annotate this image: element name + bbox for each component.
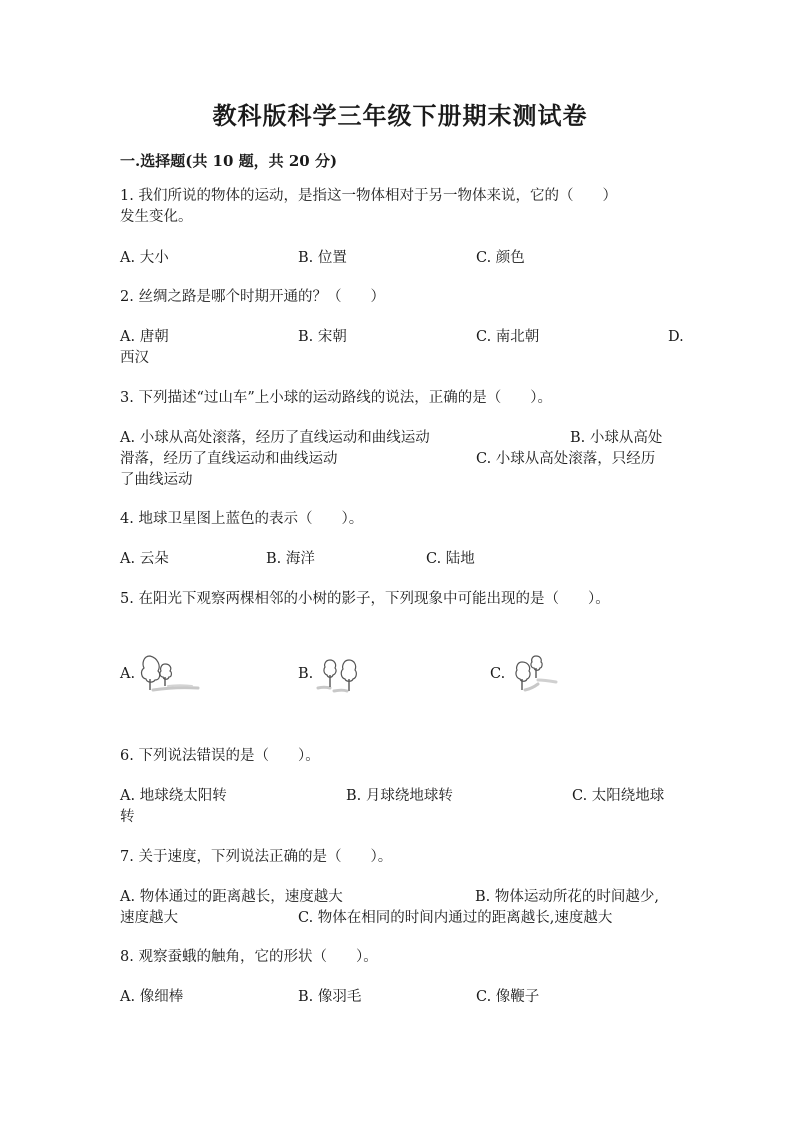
question-8-option-a[interactable]: A. 像细棒 xyxy=(120,989,184,1005)
question-4-option-c[interactable]: C. 陆地 xyxy=(426,551,475,567)
question-2-option-d-text[interactable]: 西汉 xyxy=(120,350,149,366)
question-4-text: 4. 地球卫星图上蓝色的表示（ ）。 xyxy=(120,511,364,527)
question-2-option-a[interactable]: A. 唐朝 xyxy=(120,329,169,345)
question-5-option-b[interactable] xyxy=(298,650,378,700)
question-3-option-b-cont[interactable]: 滑落，经历了直线运动和曲线运动 xyxy=(120,451,338,467)
question-6-option-c-cont[interactable]: 转 xyxy=(120,809,135,825)
question-3-option-b[interactable]: B. 小球从高处 xyxy=(570,430,663,446)
question-7-option-b-cont[interactable]: 速度越大 xyxy=(120,910,178,926)
question-1-text-cont: 发生变化。 xyxy=(120,209,193,225)
question-8-option-c[interactable]: C. 像鞭子 xyxy=(476,989,540,1005)
question-2-option-c[interactable]: C. 南北朝 xyxy=(476,329,540,345)
question-5-option-c-label: C. xyxy=(490,666,506,682)
question-7-option-a[interactable]: A. 物体通过的距离越长，速度越大 xyxy=(120,889,343,905)
question-8-text: 8. 观察蚕蛾的触角，它的形状（ ）。 xyxy=(120,949,378,965)
question-5-option-a-label: A. xyxy=(120,666,136,682)
question-3-text: 3. 下列描述“过山车”上小球的运动路线的说法，正确的是（ ）。 xyxy=(120,390,553,406)
question-6-option-a[interactable]: A. 地球绕太阳转 xyxy=(120,788,227,804)
page-title: 教科版科学三年级下册期末测试卷 xyxy=(212,101,588,130)
question-7-text: 7. 关于速度，下列说法正确的是（ ）。 xyxy=(120,849,393,865)
question-6-text: 6. 下列说法错误的是（ ）。 xyxy=(120,748,320,764)
question-5-option-c[interactable] xyxy=(490,650,570,700)
question-7-option-b[interactable]: B. 物体运动所花的时间越少, xyxy=(475,889,659,905)
question-6-option-b[interactable]: B. 月球绕地球转 xyxy=(346,788,453,804)
question-4-option-b[interactable]: B. 海洋 xyxy=(266,551,315,567)
question-8-option-b[interactable]: B. 像羽毛 xyxy=(298,989,362,1005)
question-1-option-b[interactable]: B. 位置 xyxy=(298,250,347,266)
question-3-option-a[interactable]: A. 小球从高处滚落，经历了直线运动和曲线运动 xyxy=(120,430,430,446)
question-2-option-d-label[interactable]: D. xyxy=(668,329,684,345)
question-1-text: 1. 我们所说的物体的运动，是指这一物体相对于另一物体来说，它的（ ） xyxy=(120,188,617,204)
question-1-option-c[interactable]: C. 颜色 xyxy=(476,250,525,266)
question-3-option-c[interactable]: C. 小球从高处滚落，只经历 xyxy=(476,451,656,467)
trees-shadow-right-icon xyxy=(136,650,202,696)
question-5-option-a[interactable] xyxy=(120,650,200,700)
question-1-option-a[interactable]: A. 大小 xyxy=(120,250,169,266)
trees-shadow-left-icon xyxy=(316,650,366,696)
question-7-option-c[interactable]: C. 物体在相同的时间内通过的距离越长,速度越大 xyxy=(298,910,613,926)
question-5-text: 5. 在阳光下观察两棵相邻的小树的影子，下列现象中可能出现的是（ ）。 xyxy=(120,591,610,607)
question-6-option-c[interactable]: C. 太阳绕地球 xyxy=(572,788,665,804)
question-2-option-b[interactable]: B. 宋朝 xyxy=(298,329,347,345)
section-heading: 一.选择题(共 10 题，共 20 分) xyxy=(120,152,338,170)
trees-shadow-mixed-icon xyxy=(510,650,562,696)
question-4-option-a[interactable]: A. 云朵 xyxy=(120,551,169,567)
question-3-option-c-cont[interactable]: 了曲线运动 xyxy=(120,472,193,488)
question-2-text: 2. 丝绸之路是哪个时期开通的？（ ） xyxy=(120,289,385,305)
question-5-option-b-label: B. xyxy=(298,666,314,682)
